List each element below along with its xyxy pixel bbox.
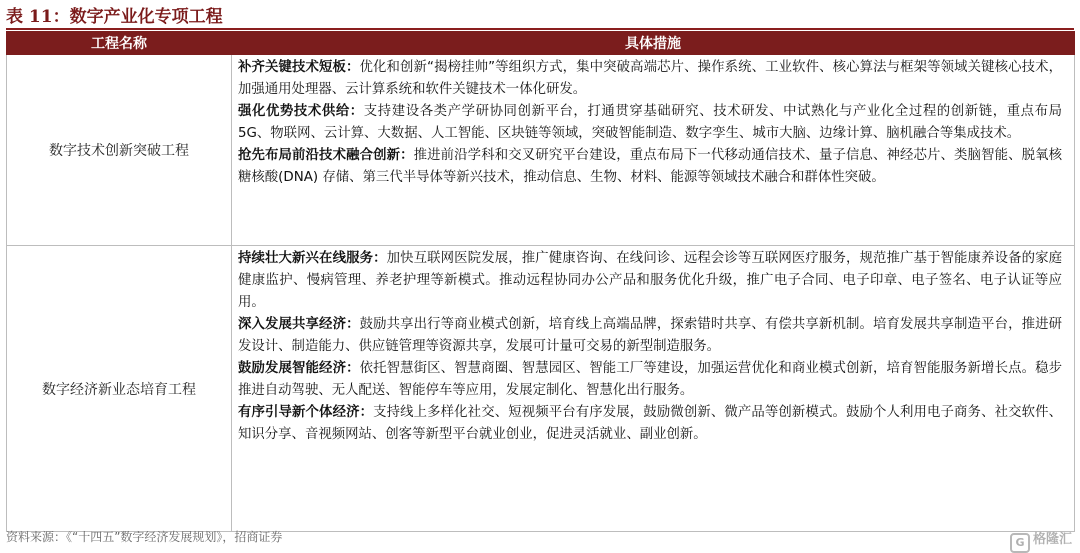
measure-item	[238, 145, 1062, 189]
measure-lead: 抢先布局前沿技术融合创新：	[238, 148, 414, 163]
header-project-name: 工程名称	[7, 32, 232, 55]
measure-text: 依托智慧街区、智慧商圈、智慧园区、智能工厂等建设，加强运营优化和商业模式创新，培育智能服务新增长点。稳步推进自动驾驶、无人配送、智能停车等应用，发展定制化、智慧化出行服务。	[238, 361, 1062, 398]
measure-lead: 鼓励发展智能经济：	[238, 361, 360, 376]
measures-cell	[232, 246, 1075, 532]
measure-item	[238, 57, 1062, 101]
project-name-cell: 数字技术创新突破工程	[7, 55, 232, 246]
measure-text: 支持线上多样化社交、短视频平台有序发展，鼓励微创新、微产品等创新模式。鼓励个人利用电子商务、社交软件、知识分享、音视频网站、创客等新型平台就业创业，促进灵活就业、副业创新。	[238, 405, 1063, 442]
measure-item	[238, 358, 1062, 402]
measure-lead: 强化优势技术供给：	[238, 104, 364, 119]
project-name-cell: 数字经济新业态培育工程	[7, 246, 232, 532]
table-title: 表 11：数字产业化专项工程	[6, 7, 223, 27]
measure-text: 优化和创新“揭榜挂帅”等组织方式，集中突破高端芯片、操作系统、工业软件、核心算法与框架等领域关键核心技术，加强通用处理器、云计算系统和软件关键技术一体化研发。	[238, 60, 1063, 97]
title-rule	[6, 28, 1074, 30]
table-header-row	[7, 32, 1075, 55]
table-row	[7, 55, 1075, 246]
measure-lead: 持续壮大新兴在线服务：	[238, 251, 387, 266]
logo-g-icon: G	[1010, 533, 1030, 553]
measure-text: 推进前沿学科和交叉研究平台建设，重点布局下一代移动通信技术、量子信息、神经芯片、类脑智能、脱氧核糖核酸(DNA) 存储、第三代半导体等新兴技术，推动信息、生物、材料、能源等领域技术融合和群体性突破。	[238, 148, 1063, 185]
measure-item	[238, 248, 1062, 314]
measure-item	[238, 402, 1062, 446]
measure-lead: 补齐关键技术短板：	[238, 60, 360, 75]
header-measures: 具体措施	[232, 32, 1075, 55]
measures-cell	[232, 55, 1075, 246]
measure-item	[238, 101, 1062, 145]
measure-lead: 有序引导新个体经济：	[238, 405, 374, 420]
watermark-logo	[1010, 528, 1072, 553]
table-row	[7, 246, 1075, 532]
measure-text: 鼓励共享出行等商业模式创新，培育线上高端品牌，探索错时共享、有偿共享新机制。培育发展共享制造平台，推进研发设计、制造能力、供应链管理等资源共享，发展可计量可交易的新型制造服务。	[238, 317, 1062, 354]
measure-item	[238, 314, 1062, 358]
source-note: 资料来源：《“十四五”数字经济发展规划》，招商证券	[6, 530, 283, 544]
measures-table	[6, 31, 1075, 532]
measure-text: 加快互联网医院发展，推广健康咨询、在线问诊、远程会诊等互联网医疗服务，规范推广基于智能康养设备的家庭健康监护、慢病管理、养老护理等新模式。推动远程协同办公产品和服务优化升级，推广电子合同、电子印章、电子签名、电子认证等应用。	[238, 251, 1063, 310]
measure-lead: 深入发展共享经济：	[238, 317, 360, 332]
measure-text: 支持建设各类产学研协同创新平台，打通贯穿基础研究、技术研发、中试熟化与产业化全过程的创新链，重点布局 5G、物联网、云计算、大数据、人工智能、区块链等领域，突破智能制造、数字孪生、城市大脑、边缘计算、脑机融合等集成技术。	[238, 104, 1063, 141]
watermark-text: 格隆汇	[1032, 532, 1072, 547]
